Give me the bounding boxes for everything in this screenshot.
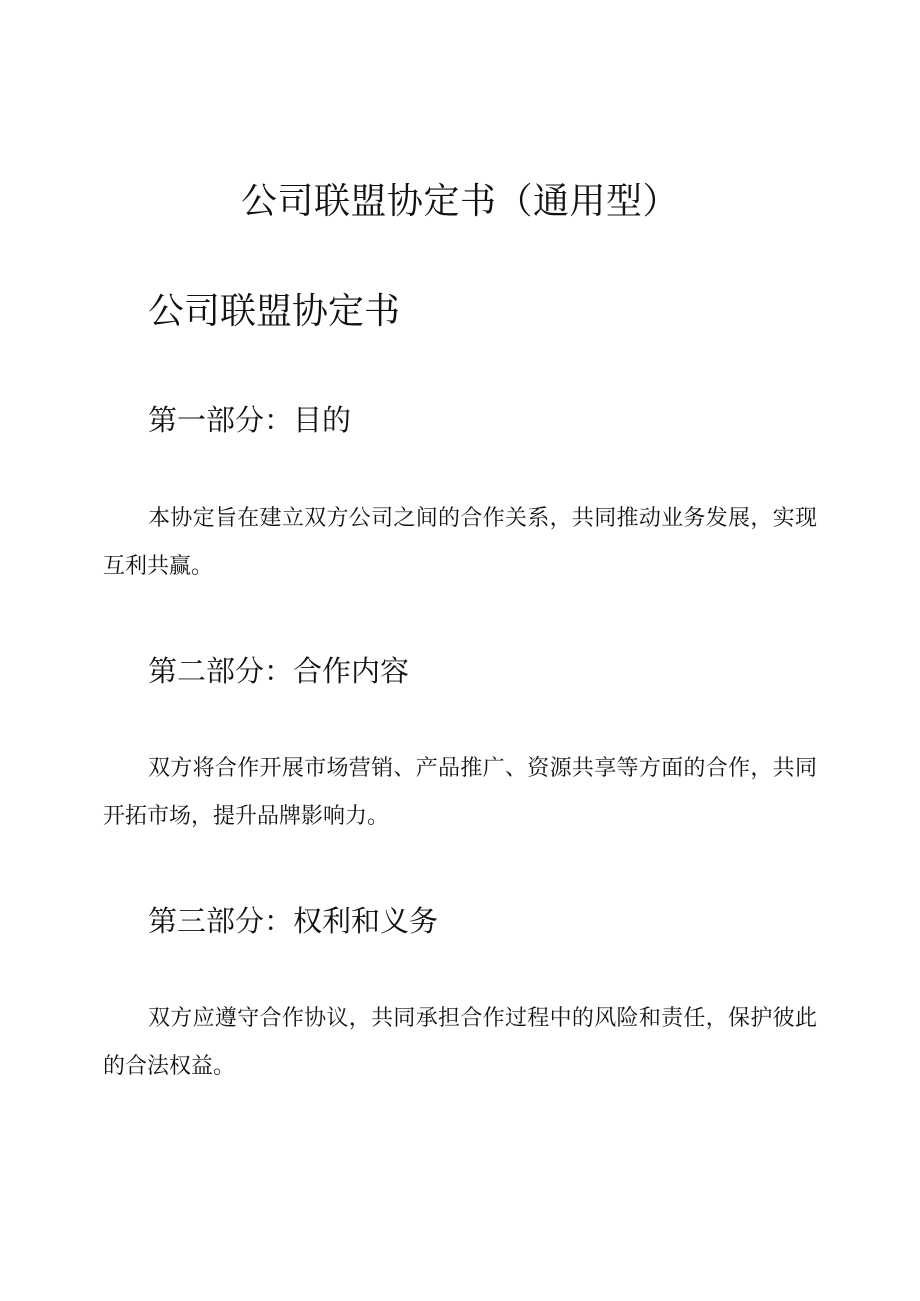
section-heading-rights: 第三部分：权利和义务	[148, 904, 439, 938]
section-heading-purpose: 第一部分：目的	[148, 403, 352, 437]
section-body-rights: 双方应遵守合作协议，共同承担合作过程中的风险和责任，保护彼此的合法权益。	[103, 1006, 817, 1079]
section-body-cooperation: 双方将合作开展市场营销、产品推广、资源共享等方面的合作，共同开拓市场，提升品牌影响力。	[103, 756, 817, 829]
document-subtitle: 公司联盟协定书	[148, 291, 401, 332]
section-body-purpose: 本协定旨在建立双方公司之间的合作关系，共同推动业务发展，实现互利共赢。	[103, 506, 817, 579]
document-title: 公司联盟协定书（通用型）	[240, 181, 679, 222]
section-heading-cooperation: 第二部分：合作内容	[148, 654, 410, 688]
